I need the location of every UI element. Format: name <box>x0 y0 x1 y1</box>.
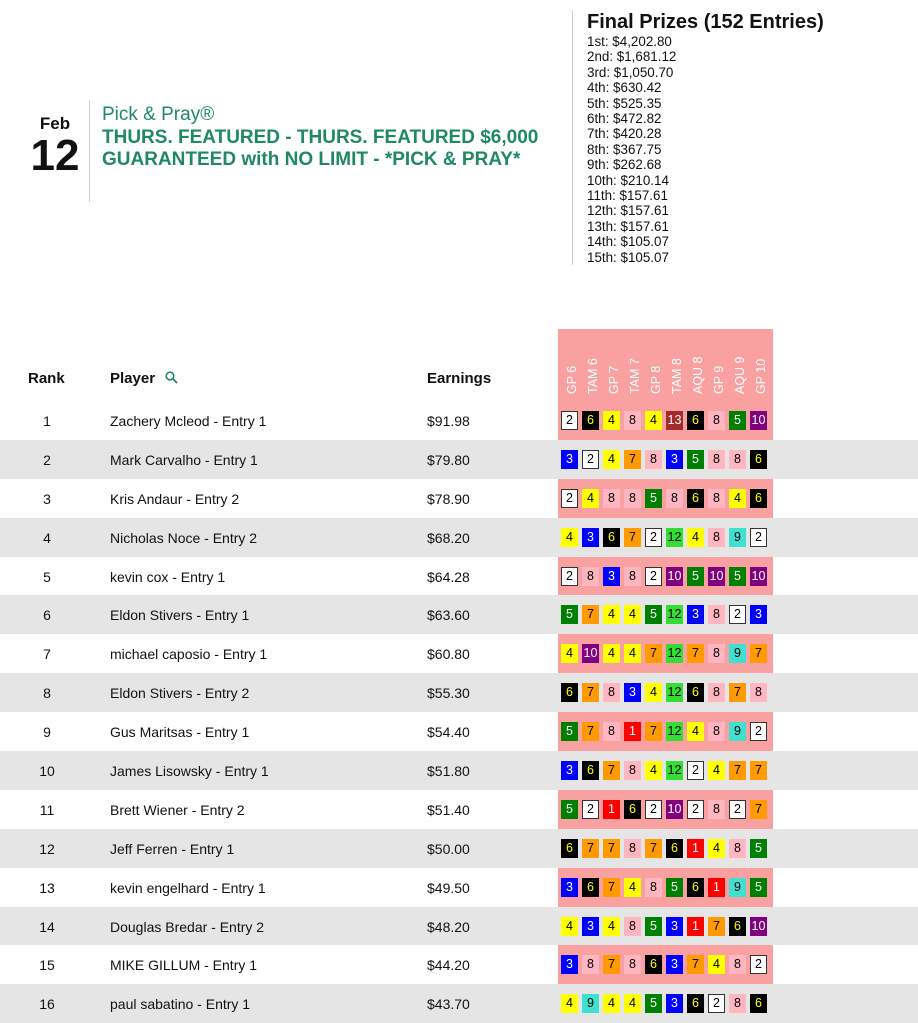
picks-cell <box>561 528 771 547</box>
picks-cell <box>561 605 771 624</box>
saddle-cloth-pick: 8 <box>645 450 662 469</box>
player-cell[interactable]: paul sabatino - Entry 1 <box>110 996 251 1013</box>
saddle-cloth-pick: 2 <box>561 567 578 586</box>
saddle-cloth-pick: 2 <box>645 528 662 547</box>
player-cell[interactable]: Jeff Ferren - Entry 1 <box>110 840 235 857</box>
saddle-cloth-pick: 2 <box>750 528 767 547</box>
saddle-cloth-pick: 3 <box>561 761 578 780</box>
saddle-cloth-pick: 6 <box>561 683 578 702</box>
track-header <box>708 330 729 394</box>
earnings-cell: $64.28 <box>427 568 470 585</box>
saddle-cloth-pick: 5 <box>729 567 746 586</box>
track-header-label: GP 10 <box>754 358 768 394</box>
table-row[interactable] <box>0 557 918 596</box>
final-prizes <box>572 10 824 265</box>
saddle-cloth-pick: 2 <box>645 800 662 819</box>
rank-cell: 3 <box>43 490 51 507</box>
saddle-cloth-pick: 1 <box>603 800 620 819</box>
saddle-cloth-pick: 8 <box>624 917 641 936</box>
saddle-cloth-pick: 7 <box>645 722 662 741</box>
final-prizes-title: Final Prizes (152 Entries) <box>587 11 824 33</box>
saddle-cloth-pick: 1 <box>687 917 704 936</box>
rank-column-header[interactable]: Rank <box>28 370 65 387</box>
saddle-cloth-pick: 3 <box>666 450 683 469</box>
saddle-cloth-pick: 7 <box>624 528 641 547</box>
table-row[interactable] <box>0 790 918 829</box>
contest-date <box>22 114 88 178</box>
saddle-cloth-pick: 12 <box>666 722 683 741</box>
prize-list <box>587 34 824 265</box>
saddle-cloth-pick: 4 <box>603 450 620 469</box>
saddle-cloth-pick: 7 <box>603 761 620 780</box>
saddle-cloth-pick: 8 <box>708 722 725 741</box>
saddle-cloth-pick: 4 <box>645 761 662 780</box>
prize-item: 3rd: $1,050.70 <box>587 64 674 80</box>
saddle-cloth-pick: 7 <box>603 955 620 974</box>
saddle-cloth-pick: 8 <box>582 567 599 586</box>
saddle-cloth-pick: 7 <box>582 839 599 858</box>
saddle-cloth-pick: 5 <box>561 605 578 624</box>
saddle-cloth-pick: 6 <box>582 878 599 897</box>
saddle-cloth-pick: 7 <box>750 800 767 819</box>
saddle-cloth-pick: 13 <box>666 411 683 430</box>
saddle-cloth-pick: 8 <box>708 489 725 508</box>
rank-cell: 2 <box>43 451 51 468</box>
picks-cell <box>561 644 771 663</box>
player-cell[interactable]: Eldon Stivers - Entry 1 <box>110 607 250 624</box>
saddle-cloth-pick: 9 <box>729 528 746 547</box>
earnings-cell: $50.00 <box>427 840 470 857</box>
player-cell[interactable]: Kris Andaur - Entry 2 <box>110 490 240 507</box>
table-row[interactable] <box>0 479 918 518</box>
saddle-cloth-pick: 4 <box>645 411 662 430</box>
saddle-cloth-pick: 8 <box>603 683 620 702</box>
saddle-cloth-pick: 3 <box>666 994 683 1013</box>
saddle-cloth-pick: 2 <box>729 605 746 624</box>
saddle-cloth-pick: 4 <box>603 411 620 430</box>
race-track-headers <box>558 329 773 397</box>
saddle-cloth-pick: 5 <box>645 489 662 508</box>
track-header-label: GP 9 <box>712 365 726 394</box>
earnings-cell: $43.70 <box>427 996 470 1013</box>
prize-item: 2nd: $1,681.12 <box>587 49 677 65</box>
table-row[interactable] <box>0 518 918 557</box>
saddle-cloth-pick: 5 <box>645 605 662 624</box>
saddle-cloth-pick: 7 <box>750 644 767 663</box>
prize-item: 9th: $262.68 <box>587 157 662 173</box>
earnings-cell: $51.80 <box>427 763 470 780</box>
saddle-cloth-pick: 6 <box>687 683 704 702</box>
track-header <box>645 330 666 394</box>
track-header <box>624 330 645 394</box>
saddle-cloth-pick: 8 <box>708 450 725 469</box>
saddle-cloth-pick: 5 <box>666 878 683 897</box>
earnings-cell: $51.40 <box>427 801 470 818</box>
earnings-cell: $55.30 <box>427 685 470 702</box>
saddle-cloth-pick: 8 <box>624 567 641 586</box>
track-header-label: TAM 8 <box>670 358 684 394</box>
saddle-cloth-pick: 7 <box>687 644 704 663</box>
saddle-cloth-pick: 4 <box>603 605 620 624</box>
saddle-cloth-pick: 8 <box>708 800 725 819</box>
track-header-label: GP 8 <box>649 365 663 394</box>
track-header <box>750 330 771 394</box>
saddle-cloth-pick: 2 <box>708 994 725 1013</box>
table-row[interactable] <box>0 712 918 751</box>
player-cell[interactable]: kevin cox - Entry 1 <box>110 568 226 585</box>
saddle-cloth-pick: 8 <box>603 722 620 741</box>
saddle-cloth-pick: 10 <box>582 644 599 663</box>
rank-cell: 5 <box>43 568 51 585</box>
prize-item: 1st: $4,202.80 <box>587 34 672 49</box>
table-row[interactable] <box>0 673 918 712</box>
saddle-cloth-pick: 3 <box>624 683 641 702</box>
saddle-cloth-pick: 4 <box>624 994 641 1013</box>
player-cell[interactable]: MIKE GILLUM - Entry 1 <box>110 957 258 974</box>
contest-title: THURS. FEATURED - THURS. FEATURED $6,000 GUARANTEED with NO LIMIT - *PICK & PRAY* <box>102 127 539 170</box>
saddle-cloth-pick: 3 <box>666 955 683 974</box>
track-header <box>603 330 624 394</box>
track-header-label: GP 7 <box>607 365 621 394</box>
saddle-cloth-pick: 2 <box>687 800 704 819</box>
saddle-cloth-pick: 6 <box>750 450 767 469</box>
saddle-cloth-pick: 1 <box>624 722 641 741</box>
saddle-cloth-pick: 5 <box>645 917 662 936</box>
saddle-cloth-pick: 8 <box>624 839 641 858</box>
saddle-cloth-pick: 8 <box>708 411 725 430</box>
saddle-cloth-pick: 2 <box>687 761 704 780</box>
saddle-cloth-pick: 6 <box>687 994 704 1013</box>
saddle-cloth-pick: 8 <box>603 489 620 508</box>
saddle-cloth-pick: 10 <box>708 567 725 586</box>
track-header-label: TAM 6 <box>586 358 600 394</box>
table-row[interactable] <box>0 751 918 790</box>
earnings-cell: $44.20 <box>427 957 470 974</box>
saddle-cloth-pick: 6 <box>561 839 578 858</box>
prize-item: 13th: $157.61 <box>587 218 669 234</box>
saddle-cloth-pick: 7 <box>729 683 746 702</box>
contest-day: 12 <box>30 131 80 180</box>
saddle-cloth-pick: 3 <box>750 605 767 624</box>
rank-cell: 14 <box>39 918 55 935</box>
saddle-cloth-pick: 10 <box>750 567 767 586</box>
player-cell[interactable]: Gus Maritsas - Entry 1 <box>110 724 250 741</box>
saddle-cloth-pick: 7 <box>624 450 641 469</box>
picks-cell <box>561 994 771 1013</box>
track-header-label: TAM 7 <box>628 358 642 394</box>
picks-cell <box>561 800 771 819</box>
track-header <box>561 330 582 394</box>
saddle-cloth-pick: 4 <box>561 528 578 547</box>
saddle-cloth-pick: 6 <box>729 917 746 936</box>
rank-cell: 8 <box>43 685 51 702</box>
table-row[interactable] <box>0 829 918 868</box>
earnings-cell: $91.98 <box>427 413 470 429</box>
picks-cell <box>561 567 771 586</box>
saddle-cloth-pick: 10 <box>666 800 683 819</box>
rank-cell: 6 <box>43 607 51 624</box>
saddle-cloth-pick: 8 <box>729 839 746 858</box>
saddle-cloth-pick: 2 <box>729 800 746 819</box>
saddle-cloth-pick: 3 <box>687 605 704 624</box>
picks-cell <box>561 411 771 430</box>
saddle-cloth-pick: 10 <box>750 917 767 936</box>
rank-cell: 15 <box>39 957 55 974</box>
player-cell[interactable]: Zachery Mcleod - Entry 1 <box>110 413 267 429</box>
table-row[interactable] <box>0 401 918 440</box>
saddle-cloth-pick: 10 <box>750 411 767 430</box>
saddle-cloth-pick: 12 <box>666 528 683 547</box>
saddle-cloth-pick: 7 <box>603 878 620 897</box>
saddle-cloth-pick: 6 <box>687 489 704 508</box>
player-cell[interactable]: michael caposio - Entry 1 <box>110 646 268 663</box>
saddle-cloth-pick: 7 <box>645 839 662 858</box>
picks-cell <box>561 761 771 780</box>
track-header <box>729 330 750 394</box>
saddle-cloth-pick: 6 <box>750 994 767 1013</box>
saddle-cloth-pick: 5 <box>750 839 767 858</box>
track-header-label: GP 6 <box>565 365 579 394</box>
player-cell[interactable]: Mark Carvalho - Entry 1 <box>110 451 258 468</box>
saddle-cloth-pick: 6 <box>603 528 620 547</box>
saddle-cloth-pick: 8 <box>750 683 767 702</box>
table-row[interactable] <box>0 440 918 479</box>
saddle-cloth-pick: 8 <box>708 605 725 624</box>
saddle-cloth-pick: 2 <box>561 489 578 508</box>
table-row[interactable] <box>0 634 918 673</box>
rank-cell: 10 <box>39 763 55 780</box>
earnings-cell: $48.20 <box>427 918 470 935</box>
saddle-cloth-pick: 8 <box>624 411 641 430</box>
picks-cell <box>561 955 771 974</box>
saddle-cloth-pick: 6 <box>582 761 599 780</box>
table-row[interactable] <box>0 984 918 1023</box>
saddle-cloth-pick: 4 <box>729 489 746 508</box>
table-row[interactable] <box>0 945 918 984</box>
picks-cell <box>561 489 771 508</box>
picks-cell <box>561 917 771 936</box>
prize-item: 4th: $630.42 <box>587 80 662 96</box>
saddle-cloth-pick: 5 <box>561 800 578 819</box>
earnings-column-header[interactable]: Earnings <box>427 370 492 387</box>
saddle-cloth-pick: 5 <box>687 567 704 586</box>
picks-cell <box>561 683 771 702</box>
saddle-cloth-pick: 3 <box>561 955 578 974</box>
saddle-cloth-pick: 4 <box>582 489 599 508</box>
saddle-cloth-pick: 2 <box>645 567 662 586</box>
saddle-cloth-pick: 4 <box>645 683 662 702</box>
saddle-cloth-pick: 4 <box>708 761 725 780</box>
saddle-cloth-pick: 9 <box>582 994 599 1013</box>
saddle-cloth-pick: 1 <box>708 878 725 897</box>
saddle-cloth-pick: 2 <box>561 411 578 430</box>
saddle-cloth-pick: 8 <box>708 683 725 702</box>
saddle-cloth-pick: 4 <box>561 644 578 663</box>
saddle-cloth-pick: 7 <box>729 761 746 780</box>
prize-item: 12th: $157.61 <box>587 203 669 219</box>
saddle-cloth-pick: 6 <box>666 839 683 858</box>
saddle-cloth-pick: 6 <box>624 800 641 819</box>
player-cell[interactable]: Nicholas Noce - Entry 2 <box>110 529 258 546</box>
picks-cell <box>561 722 771 741</box>
player-column-label: Player <box>110 370 156 387</box>
track-header-label: AQU 8 <box>691 356 705 394</box>
saddle-cloth-pick: 3 <box>666 917 683 936</box>
player-cell[interactable]: Douglas Bredar - Entry 2 <box>110 918 265 935</box>
rank-cell: 12 <box>39 840 55 857</box>
prize-item: 15th: $105.07 <box>587 249 669 265</box>
saddle-cloth-pick: 4 <box>624 878 641 897</box>
table-row[interactable] <box>0 907 918 946</box>
saddle-cloth-pick: 5 <box>750 878 767 897</box>
saddle-cloth-pick: 6 <box>687 878 704 897</box>
rank-cell: 13 <box>39 879 55 896</box>
saddle-cloth-pick: 7 <box>603 839 620 858</box>
saddle-cloth-pick: 5 <box>729 411 746 430</box>
saddle-cloth-pick: 4 <box>561 994 578 1013</box>
saddle-cloth-pick: 7 <box>582 605 599 624</box>
saddle-cloth-pick: 5 <box>561 722 578 741</box>
prize-item: 6th: $472.82 <box>587 111 662 127</box>
saddle-cloth-pick: 4 <box>603 644 620 663</box>
prize-item: 11th: $157.61 <box>587 188 668 204</box>
saddle-cloth-pick: 9 <box>729 722 746 741</box>
saddle-cloth-pick: 3 <box>561 878 578 897</box>
rank-cell: 4 <box>43 529 51 546</box>
prize-item: 7th: $420.28 <box>587 126 662 142</box>
track-header <box>582 330 603 394</box>
saddle-cloth-pick: 8 <box>666 489 683 508</box>
saddle-cloth-pick: 4 <box>687 528 704 547</box>
search-icon[interactable] <box>165 371 178 388</box>
saddle-cloth-pick: 8 <box>645 878 662 897</box>
player-cell[interactable]: James Lisowsky - Entry 1 <box>110 763 269 780</box>
prize-item: 5th: $525.35 <box>587 95 662 111</box>
prize-item: 8th: $367.75 <box>587 141 662 157</box>
saddle-cloth-pick: 9 <box>729 878 746 897</box>
prize-item: 10th: $210.14 <box>587 172 669 188</box>
saddle-cloth-pick: 2 <box>750 955 767 974</box>
saddle-cloth-pick: 7 <box>645 644 662 663</box>
saddle-cloth-pick: 7 <box>687 955 704 974</box>
rank-cell: 16 <box>39 996 55 1013</box>
rank-cell: 11 <box>39 801 55 818</box>
picks-cell <box>561 839 771 858</box>
saddle-cloth-pick: 2 <box>582 450 599 469</box>
picks-cell <box>561 878 771 897</box>
saddle-cloth-pick: 1 <box>687 839 704 858</box>
leaderboard-table <box>0 401 918 1023</box>
saddle-cloth-pick: 6 <box>750 489 767 508</box>
saddle-cloth-pick: 12 <box>666 683 683 702</box>
contest-info <box>102 104 572 171</box>
contest-kind: Pick & Pray® <box>102 104 215 125</box>
saddle-cloth-pick: 9 <box>729 644 746 663</box>
player-cell[interactable]: Brett Wiener - Entry 2 <box>110 801 245 818</box>
saddle-cloth-pick: 4 <box>603 994 620 1013</box>
earnings-cell: $54.40 <box>427 724 470 741</box>
rank-cell: 7 <box>43 646 51 663</box>
earnings-cell: $63.60 <box>427 607 470 624</box>
saddle-cloth-pick: 8 <box>729 955 746 974</box>
saddle-cloth-pick: 4 <box>687 722 704 741</box>
track-header <box>687 330 708 394</box>
earnings-cell: $79.80 <box>427 451 470 468</box>
saddle-cloth-pick: 4 <box>561 917 578 936</box>
saddle-cloth-pick: 3 <box>582 528 599 547</box>
earnings-cell: $78.90 <box>427 490 470 507</box>
saddle-cloth-pick: 8 <box>624 761 641 780</box>
saddle-cloth-pick: 4 <box>708 839 725 858</box>
saddle-cloth-pick: 12 <box>666 605 683 624</box>
saddle-cloth-pick: 8 <box>582 955 599 974</box>
saddle-cloth-pick: 4 <box>624 644 641 663</box>
saddle-cloth-pick: 12 <box>666 644 683 663</box>
saddle-cloth-pick: 8 <box>624 489 641 508</box>
saddle-cloth-pick: 8 <box>729 994 746 1013</box>
saddle-cloth-pick: 4 <box>708 955 725 974</box>
prize-item: 14th: $105.07 <box>587 234 669 250</box>
earnings-cell: $60.80 <box>427 646 470 663</box>
saddle-cloth-pick: 5 <box>687 450 704 469</box>
saddle-cloth-pick: 6 <box>687 411 704 430</box>
track-header-label: AQU 9 <box>733 356 747 394</box>
saddle-cloth-pick: 2 <box>582 800 599 819</box>
earnings-cell: $49.50 <box>427 879 470 896</box>
saddle-cloth-pick: 8 <box>729 450 746 469</box>
player-cell[interactable]: Eldon Stivers - Entry 2 <box>110 685 250 702</box>
header-divider <box>89 100 90 202</box>
saddle-cloth-pick: 8 <box>624 955 641 974</box>
picks-cell <box>561 450 771 469</box>
contest-month: Feb <box>39 114 71 133</box>
rank-cell: 9 <box>43 724 51 741</box>
saddle-cloth-pick: 7 <box>582 722 599 741</box>
saddle-cloth-pick: 3 <box>582 917 599 936</box>
saddle-cloth-pick: 6 <box>582 411 599 430</box>
saddle-cloth-pick: 10 <box>666 567 683 586</box>
saddle-cloth-pick: 7 <box>750 761 767 780</box>
saddle-cloth-pick: 7 <box>582 683 599 702</box>
saddle-cloth-pick: 3 <box>561 450 578 469</box>
player-column-header[interactable] <box>110 370 178 388</box>
saddle-cloth-pick: 5 <box>645 994 662 1013</box>
rank-cell: 1 <box>43 413 51 429</box>
saddle-cloth-pick: 4 <box>603 917 620 936</box>
saddle-cloth-pick: 8 <box>708 528 725 547</box>
player-cell[interactable]: kevin engelhard - Entry 1 <box>110 879 266 896</box>
track-header <box>666 330 687 394</box>
saddle-cloth-pick: 2 <box>750 722 767 741</box>
earnings-cell: $68.20 <box>427 529 470 546</box>
table-row[interactable] <box>0 595 918 634</box>
saddle-cloth-pick: 4 <box>624 605 641 624</box>
table-row[interactable] <box>0 868 918 907</box>
saddle-cloth-pick: 7 <box>708 917 725 936</box>
saddle-cloth-pick: 6 <box>645 955 662 974</box>
saddle-cloth-pick: 8 <box>708 644 725 663</box>
saddle-cloth-pick: 3 <box>603 567 620 586</box>
saddle-cloth-pick: 12 <box>666 761 683 780</box>
